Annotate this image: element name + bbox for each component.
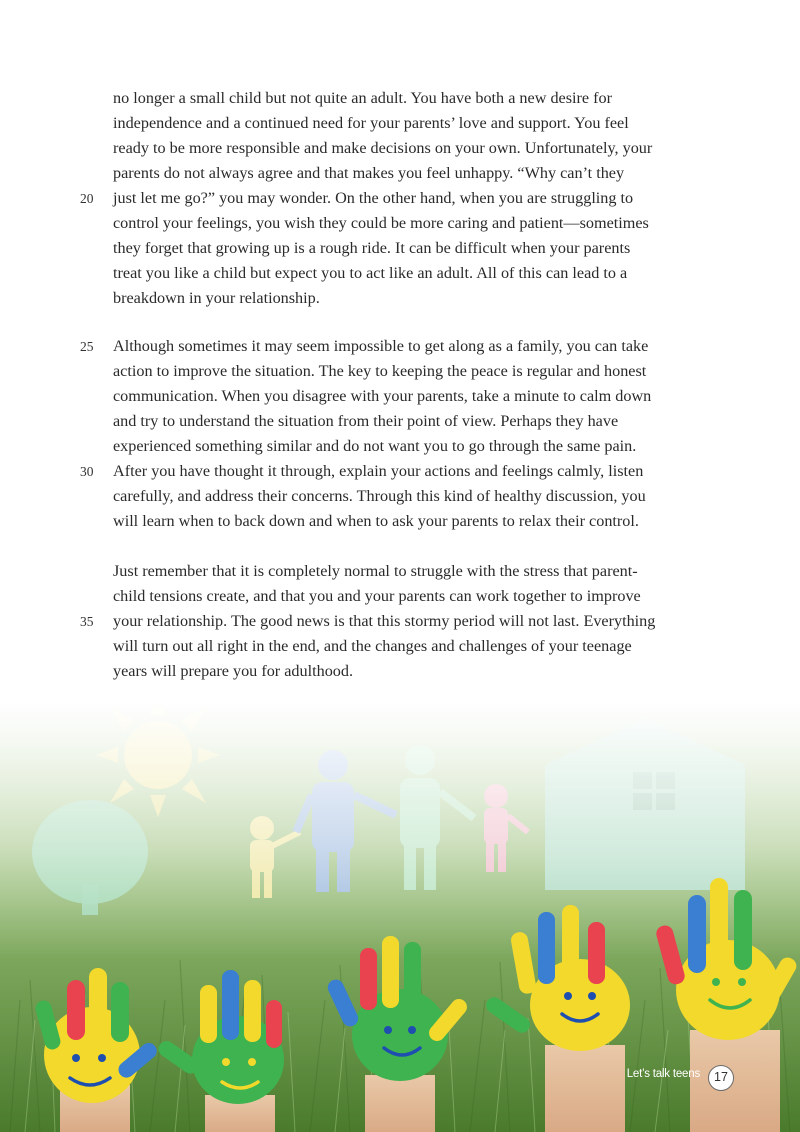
text-line: no longer a small child but not quite an adult. You have both a new desire for: [113, 89, 613, 107]
line-number: 30: [80, 464, 94, 479]
text-line: treat you like a child but expect you to act like an adult. All of this can lead to a: [113, 264, 628, 282]
text-line: Just remember that it is completely normal to struggle with the stress that parent-: [113, 562, 638, 580]
text-line: breakdown in your relationship.: [113, 289, 320, 307]
text-line: child tensions create, and that you and your parents can work together to improve: [113, 587, 641, 605]
text-line: will learn when to back down and when to ask your parents to relax their control.: [113, 512, 639, 530]
text-line: After you have thought it through, explain your actions and feelings calmly, listen: [113, 462, 644, 480]
text-line: control your feelings, you wish they could be more caring and patient—sometimes: [113, 214, 649, 232]
text-line: communication. When you disagree with your parents, take a minute to calm down: [113, 387, 652, 405]
line-number: 35: [80, 614, 94, 629]
text-line: independence and a continued need for your parents’ love and support. You feel: [113, 114, 629, 132]
line-number: 20: [80, 191, 94, 206]
text-line: experienced something similar and do not want you to go through the same pain.: [113, 437, 637, 455]
text-line: and try to understand the situation from their point of view. Perhaps they have: [113, 412, 619, 430]
text-line: parents do not always agree and that makes you feel unhappy. “Why can’t they: [113, 164, 625, 182]
page-number: 17: [708, 1065, 734, 1091]
text-line: ready to be more responsible and make decisions on your own. Unfortunately, your: [113, 139, 653, 157]
text-line: will turn out all right in the end, and the changes and challenges of your teenage: [113, 637, 632, 655]
text-line: just let me go?” you may wonder. On the other hand, when you are struggling to: [113, 189, 634, 207]
text-line: years will prepare you for adulthood.: [113, 662, 354, 680]
text-line: action to improve the situation. The key to keeping the peace is regular and honest: [113, 362, 647, 380]
text-line: carefully, and address their concerns. Through this kind of healthy discussion, you: [113, 487, 646, 505]
text-line: they forget that growing up is a rough ride. It can be difficult when your parents: [113, 239, 631, 257]
text-line: your relationship. The good news is that this stormy period will not last. Everything: [113, 612, 656, 630]
book-title: Let’s talk teens: [626, 1068, 700, 1080]
line-number: 25: [80, 339, 94, 354]
text-line: Although sometimes it may seem impossible to get along as a family, you can take: [113, 337, 649, 355]
